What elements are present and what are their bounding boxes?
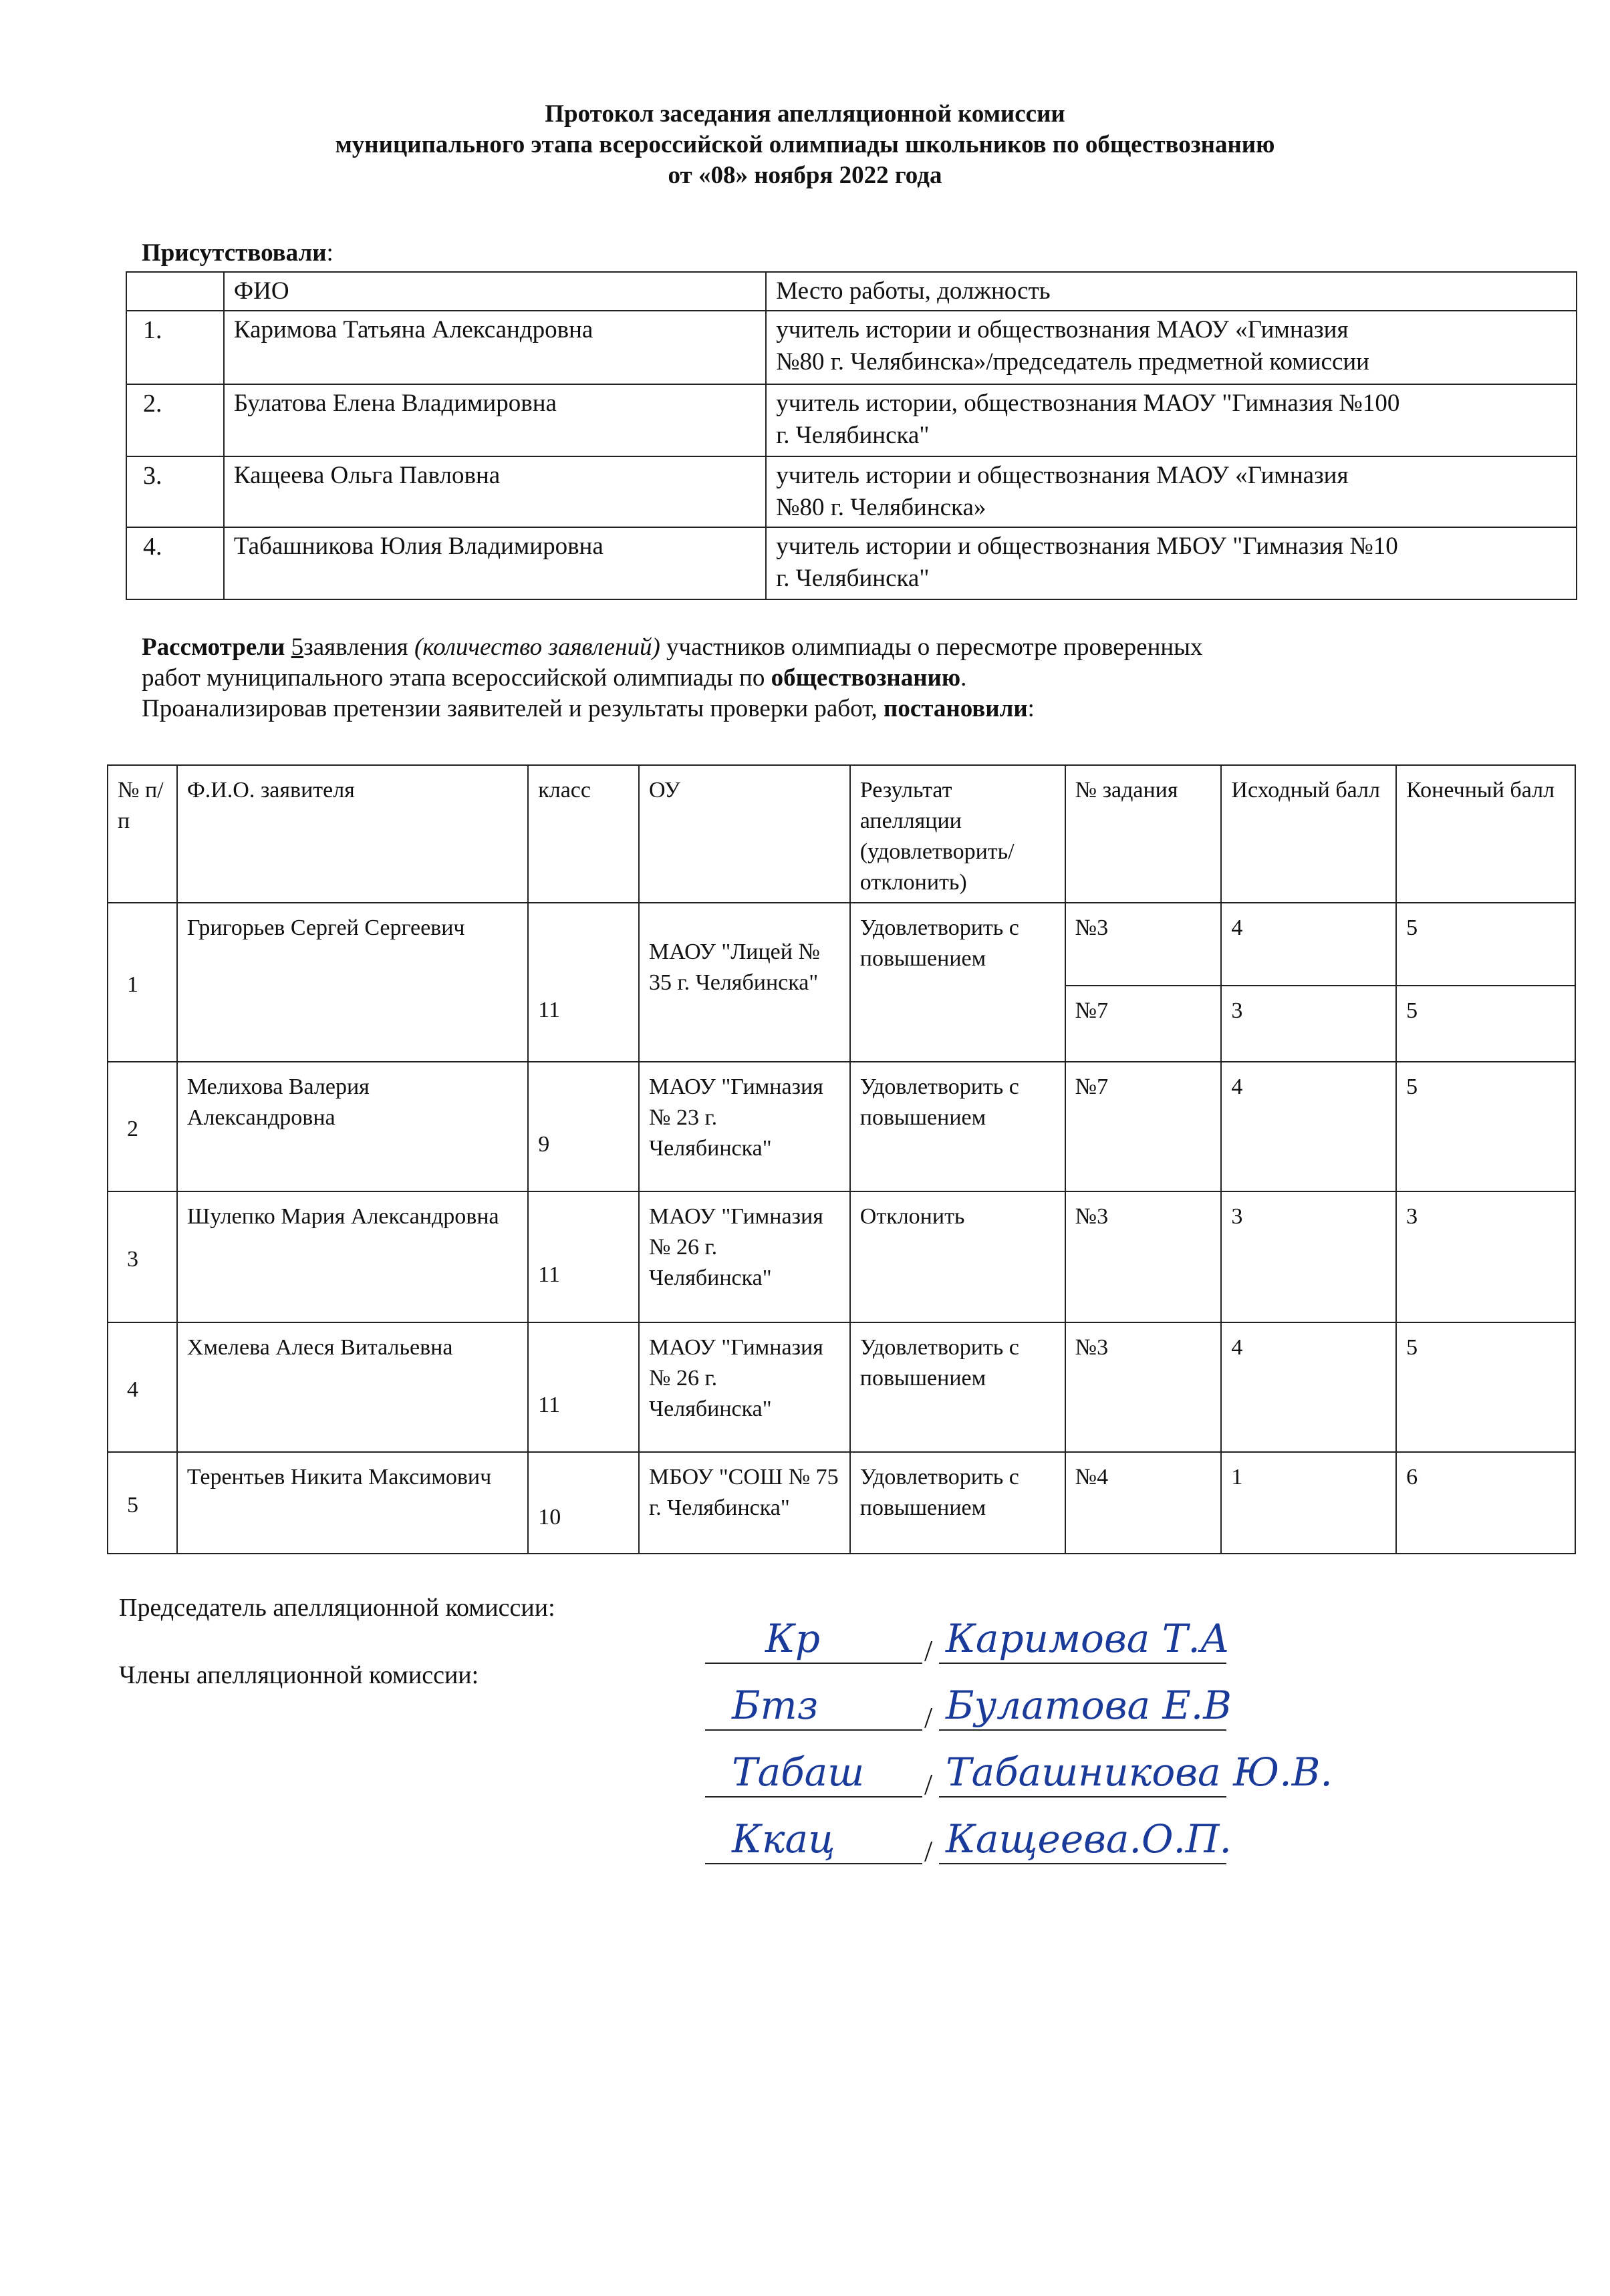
handwritten-name: Булатова Е.В [946, 1683, 1232, 1728]
appeal-initial: 4 [1221, 1062, 1396, 1191]
signature-line [705, 1663, 922, 1664]
committee-work [766, 456, 1577, 527]
title-line-2: муниципального этапа всероссийской олимпиады школьников по обществознанию [335, 131, 1275, 158]
handwritten-signature: Кр [765, 1616, 821, 1661]
appeal-school: МБОУ "СОШ № 75 г. Челябинска" [639, 1452, 850, 1554]
appeal-school: МАОУ "Лицей № 35 г. Челябинска" [639, 903, 850, 1062]
appeal-final: 5 [1396, 986, 1575, 1062]
appeal-result: Удовлетворить с повышением [850, 1452, 1065, 1554]
appeal-name: Хмелева Алеся Витальевна [177, 1322, 528, 1452]
committee-table [126, 271, 1577, 600]
work-line-1: учитель истории и обществознания МБОУ "Гимназия №10 [776, 533, 1398, 560]
slash-separator: / [924, 1701, 933, 1734]
present-colon: : [326, 239, 333, 267]
header-final: Конечный балл [1396, 765, 1575, 903]
signature-row [705, 1604, 1307, 1667]
document-title [0, 99, 1610, 191]
header-name: Ф.И.О. заявителя [177, 765, 528, 903]
committee-name: Кащеева Ольга Павловна [224, 456, 766, 527]
present-label: Присутствовали [142, 239, 327, 267]
signature-line [705, 1863, 922, 1864]
handwritten-signature: Ккац [732, 1816, 835, 1862]
committee-header-num [126, 272, 224, 311]
work-line-2: №80 г. Челябинска»/председатель предметной комиссии [776, 348, 1369, 376]
appeal-task: №3 [1065, 903, 1222, 986]
header-num: № п/п [108, 765, 177, 903]
appeal-name: Григорьев Сергей Сергеевич [177, 903, 528, 1062]
committee-name: Булатова Елена Владимировна [224, 384, 766, 456]
title-line-3: от «08» ноября 2022 года [668, 162, 942, 189]
paragraph-text: Проанализировав претензии заявителей и результаты проверки работ, [142, 695, 878, 722]
committee-header-work: Место работы, должность [766, 272, 1577, 311]
appeal-result: Отклонить [850, 1191, 1065, 1322]
work-line-1: учитель истории и обществознания МАОУ «Гимназия [776, 316, 1349, 343]
name-line [939, 1863, 1226, 1864]
committee-work [766, 311, 1577, 384]
appeal-task: №3 [1065, 1322, 1222, 1452]
appeal-class: 11 [528, 1191, 639, 1322]
appeal-num: 2 [108, 1062, 177, 1191]
work-line-2: г. Челябинска" [776, 565, 930, 592]
paragraph-colon: : [1027, 695, 1035, 722]
name-line [939, 1729, 1226, 1731]
work-line-1: учитель истории и обществознания МАОУ «Гимназия [776, 462, 1349, 489]
table-row [108, 1062, 1575, 1191]
appeal-initial: 3 [1221, 1191, 1396, 1322]
committee-header-name: ФИО [224, 272, 766, 311]
handwritten-signature: Бтз [732, 1683, 819, 1728]
appeal-name: Шулепко Мария Александровна [177, 1191, 528, 1322]
paragraph-line-1 [142, 632, 1545, 663]
header-class: класс [528, 765, 639, 903]
reviewed-label: Рассмотрели [142, 633, 285, 661]
paragraph-text: работ муниципального этапа всероссийской олимпиады по [142, 664, 765, 692]
table-row [126, 384, 1577, 456]
decision-paragraph [142, 632, 1545, 724]
paragraph-line-3 [142, 694, 1545, 724]
appeal-initial: 4 [1221, 903, 1396, 986]
committee-num: 2. [126, 384, 224, 456]
committee-header-row [126, 272, 1577, 311]
appeal-task: №3 [1065, 1191, 1222, 1322]
paragraph-text: участников олимпиады о пересмотре проверенных [666, 633, 1203, 661]
appeal-task: №7 [1065, 986, 1222, 1062]
appeal-final: 5 [1396, 1322, 1575, 1452]
applications-word: заявления [303, 633, 408, 661]
subject-name: обществознанию [771, 664, 961, 692]
work-line-2: г. Челябинска" [776, 422, 930, 449]
work-line-2: №80 г. Челябинска» [776, 494, 986, 521]
present-heading [142, 238, 333, 269]
slash-separator: / [924, 1835, 933, 1868]
appeal-num: 1 [108, 903, 177, 1062]
appeal-num: 5 [108, 1452, 177, 1554]
paragraph-line-2 [142, 663, 1545, 694]
appeal-class: 11 [528, 1322, 639, 1452]
appeal-task: №7 [1065, 1062, 1222, 1191]
table-row [108, 903, 1575, 986]
appeal-name: Мелихова Валерия Александровна [177, 1062, 528, 1191]
header-school: ОУ [639, 765, 850, 903]
header-task: № задания [1065, 765, 1222, 903]
appeal-final: 5 [1396, 1062, 1575, 1191]
appeal-final: 5 [1396, 903, 1575, 986]
appeal-class: 10 [528, 1452, 639, 1554]
appeal-result: Удовлетворить с повышением [850, 1062, 1065, 1191]
signature-row [705, 1737, 1333, 1801]
appeal-num: 4 [108, 1322, 177, 1452]
signature-line [705, 1796, 922, 1798]
signature-line [705, 1729, 922, 1731]
slash-separator: / [924, 1768, 933, 1801]
appeal-task: №4 [1065, 1452, 1222, 1554]
table-row [126, 527, 1577, 599]
slash-separator: / [924, 1634, 933, 1667]
paragraph-period: . [960, 664, 967, 692]
name-line [939, 1663, 1226, 1664]
table-row [108, 1322, 1575, 1452]
appeal-num: 3 [108, 1191, 177, 1322]
count-hint: (количество заявлений) [414, 633, 660, 661]
table-row [108, 1191, 1575, 1322]
appeal-result: Удовлетворить с повышением [850, 903, 1065, 1062]
work-line-1: учитель истории, обществознания МАОУ "Гимназия №100 [776, 390, 1400, 417]
table-row [126, 311, 1577, 384]
resolved-label: постановили [884, 695, 1028, 722]
appeal-class: 9 [528, 1062, 639, 1191]
committee-work [766, 384, 1577, 456]
committee-name: Табашникова Юлия Владимировна [224, 527, 766, 599]
appeal-class: 11 [528, 903, 639, 1062]
appeal-initial: 3 [1221, 986, 1396, 1062]
committee-num: 3. [126, 456, 224, 527]
appeals-header-row [108, 765, 1575, 903]
header-initial: Исходный балл [1221, 765, 1396, 903]
appeal-school: МАОУ "Гимназия № 26 г. Челябинска" [639, 1322, 850, 1452]
table-row [108, 1452, 1575, 1554]
signature-row [705, 1671, 1307, 1734]
committee-name: Каримова Татьяна Александровна [224, 311, 766, 384]
appeal-name: Терентьев Никита Максимович [177, 1452, 528, 1554]
committee-work [766, 527, 1577, 599]
handwritten-name: Каримова Т.А [946, 1616, 1230, 1661]
committee-num: 4. [126, 527, 224, 599]
header-result: Результат апелляции (удовлетворить/ отклонить) [850, 765, 1065, 903]
handwritten-name: Табашникова Ю.В. [946, 1749, 1333, 1795]
appeal-result: Удовлетворить с повышением [850, 1322, 1065, 1452]
members-label: Члены апелляционной комиссии: [119, 1661, 479, 1689]
appeal-school: МАОУ "Гимназия № 23 г. Челябинска" [639, 1062, 850, 1191]
name-line [939, 1796, 1226, 1798]
appeal-final: 3 [1396, 1191, 1575, 1322]
title-line-1: Протокол заседания апелляционной комиссии [545, 100, 1065, 128]
signature-row [705, 1804, 1307, 1868]
appeal-final: 6 [1396, 1452, 1575, 1554]
committee-num: 1. [126, 311, 224, 384]
handwritten-signature: Табаш [732, 1749, 865, 1795]
chair-label: Председатель апелляционной комиссии: [119, 1594, 555, 1622]
application-count: 5 [291, 633, 304, 661]
appeal-school: МАОУ "Гимназия № 26 г. Челябинска" [639, 1191, 850, 1322]
appeals-table [107, 764, 1576, 1554]
table-row [126, 456, 1577, 527]
appeal-initial: 4 [1221, 1322, 1396, 1452]
handwritten-name: Кащеева.О.П. [946, 1816, 1232, 1862]
appeal-initial: 1 [1221, 1452, 1396, 1554]
